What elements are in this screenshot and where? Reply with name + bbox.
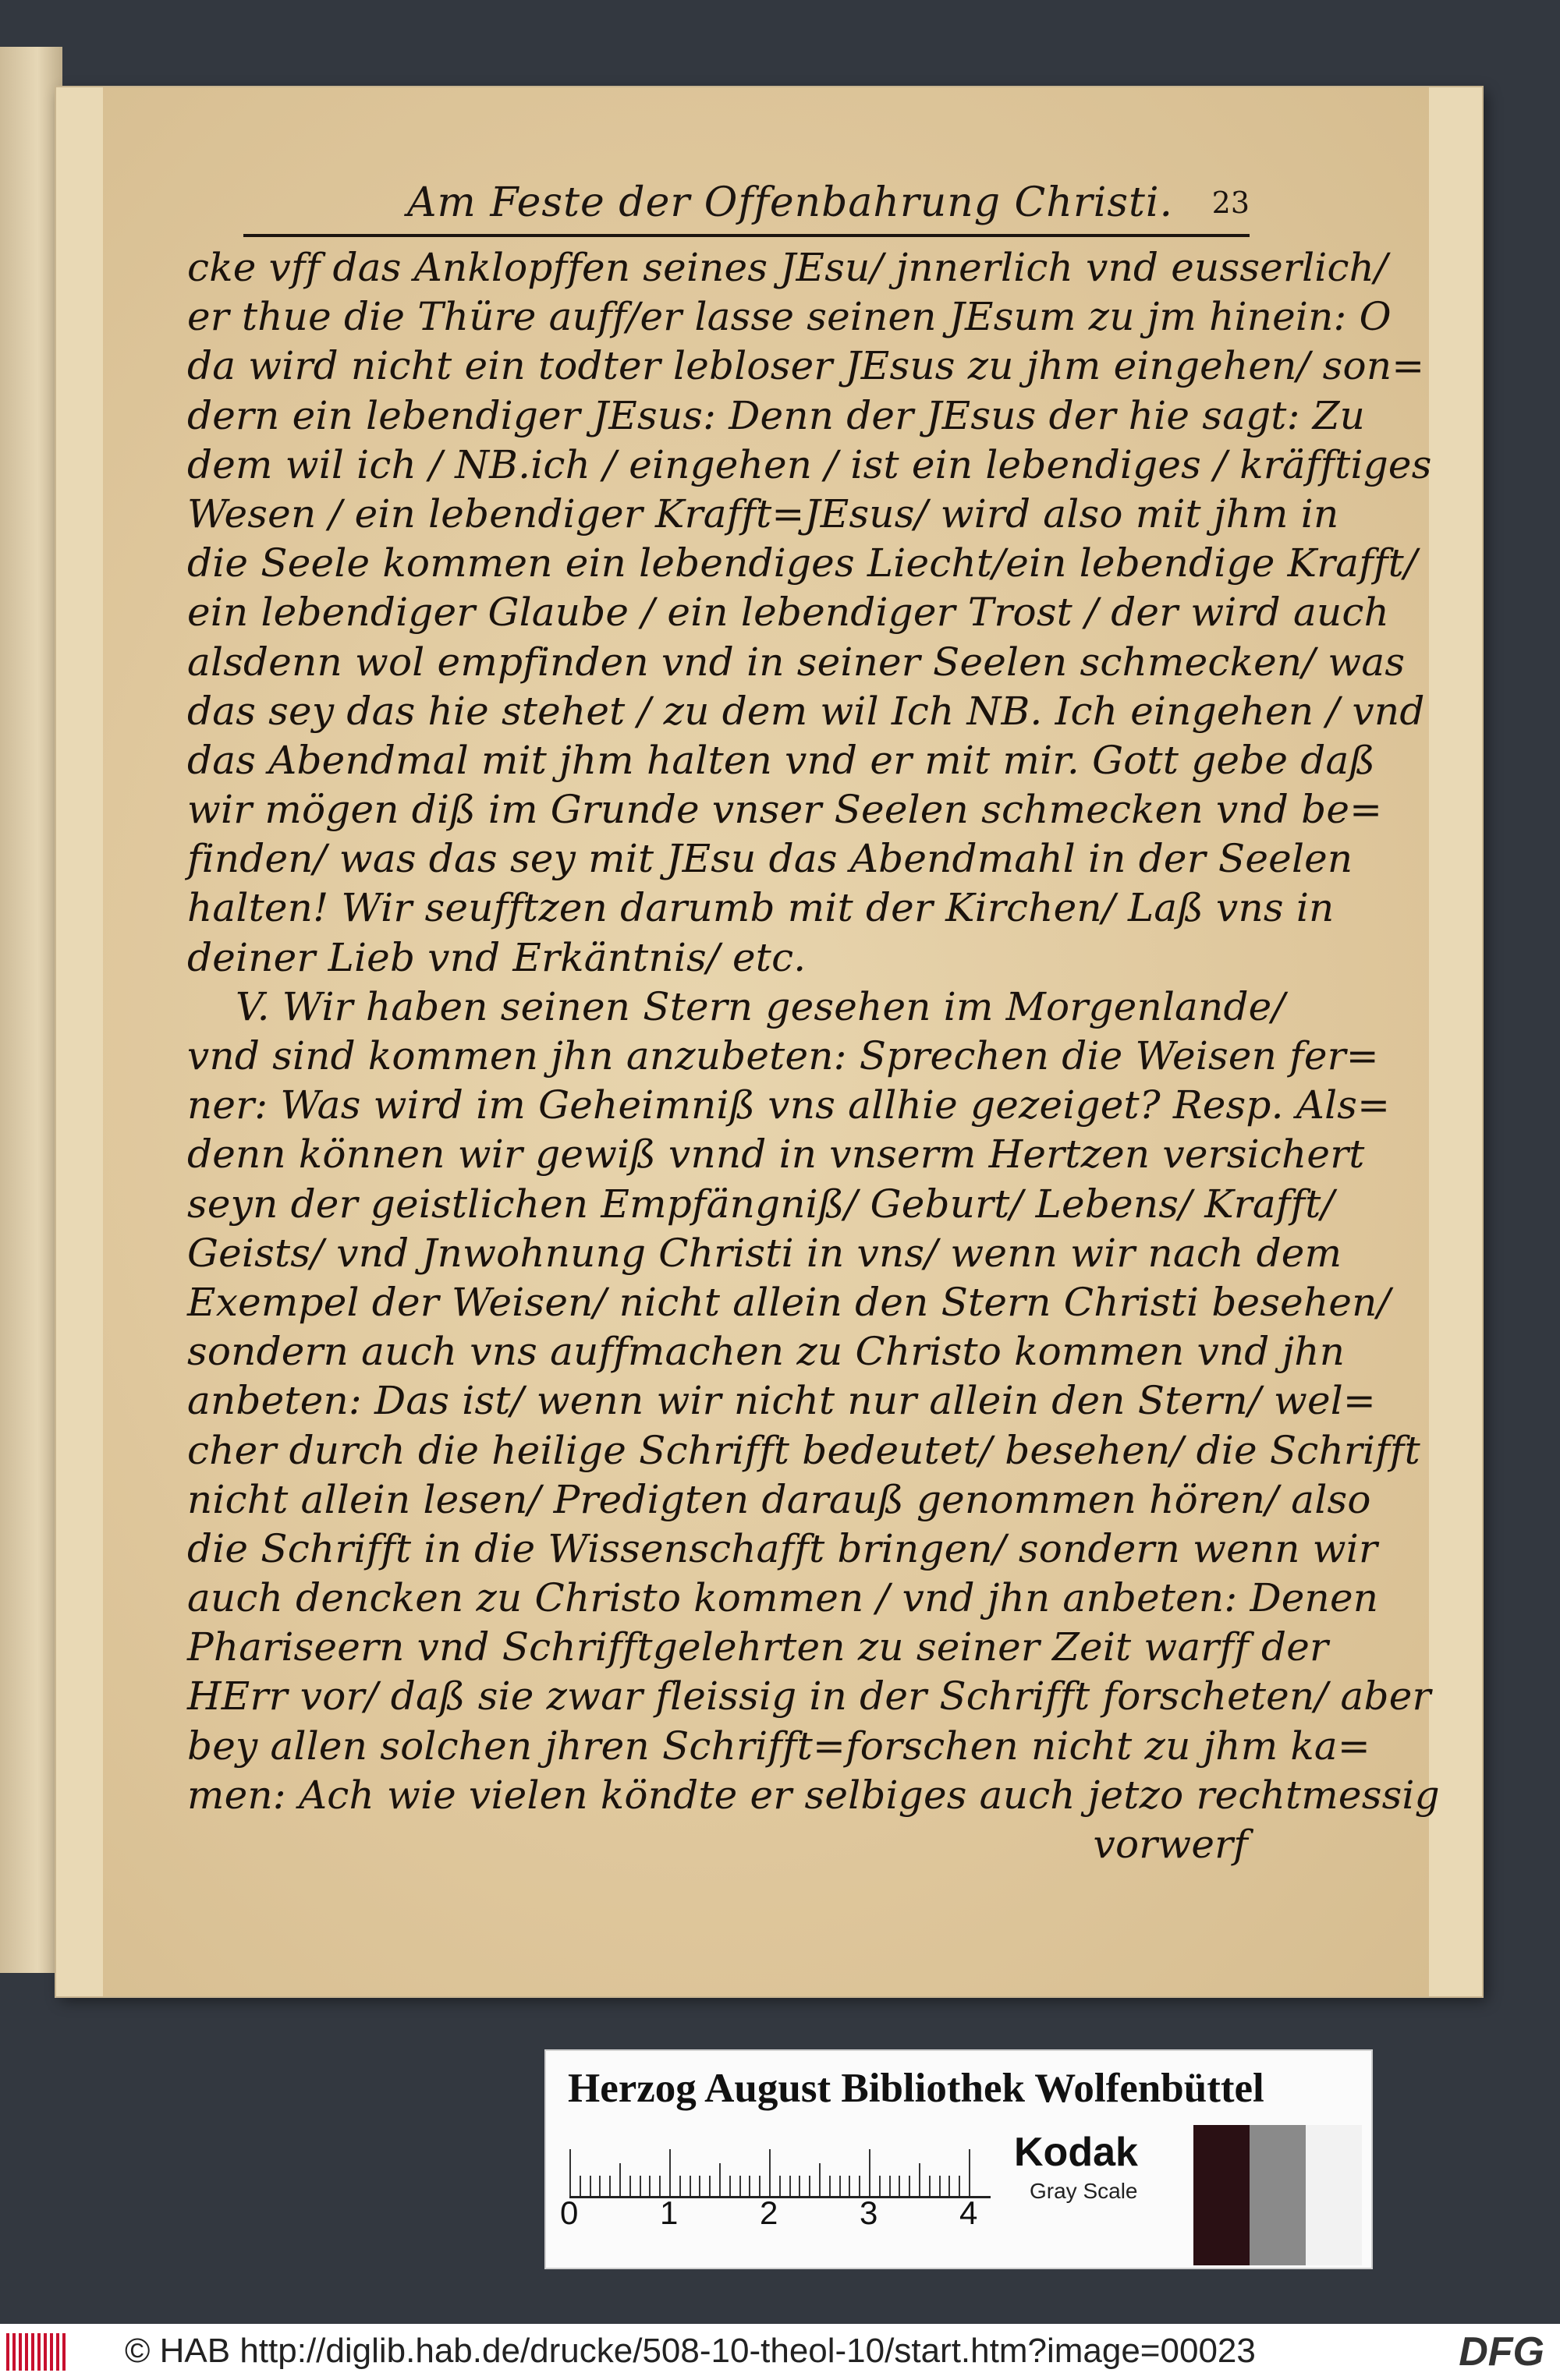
ruler-label: 0 — [560, 2194, 579, 2231]
gray-scale-label: Gray Scale — [1030, 2179, 1138, 2203]
logo-stripe — [56, 2333, 59, 2371]
text-line: die Schrifft in die Wissenschafft bringen/ sondern wenn wir — [187, 1525, 1378, 1571]
ruler-label: 2 — [760, 2194, 778, 2231]
ruler-tick — [609, 2176, 611, 2196]
ruler-tick — [909, 2176, 910, 2196]
ruler-tick — [749, 2176, 750, 2196]
ruler-tick — [739, 2176, 741, 2196]
ruler-tick — [929, 2176, 931, 2196]
logo-stripe — [12, 2333, 16, 2371]
ruler-tick — [799, 2176, 800, 2196]
ruler-label: 3 — [860, 2194, 878, 2231]
scale-ruler — [569, 2126, 991, 2198]
ruler-tick — [649, 2176, 651, 2196]
footer-copyright-link[interactable]: © HAB http://diglib.hab.de/drucke/508-10-theol-10/start.htm?image=00023 — [125, 2332, 1256, 2370]
ruler-tick — [829, 2176, 831, 2196]
text-line: cher durch die heilige Schrifft bedeutet/ besehen/ die Schrifft — [187, 1427, 1420, 1473]
ruler-tick — [619, 2163, 621, 2196]
body-text — [187, 243, 1440, 1869]
ruler-tick — [599, 2176, 601, 2196]
ruler-label: 4 — [959, 2194, 978, 2231]
color-swatch-dark — [1193, 2125, 1250, 2265]
book-page — [56, 87, 1482, 1996]
ruler-tick — [889, 2176, 891, 2196]
ruler-tick — [849, 2176, 850, 2196]
ruler-tick — [729, 2176, 731, 2196]
section-v-start: V. Wir haben seinen Stern gesehen im Morgenlande/ — [236, 983, 1285, 1029]
ruler-label: 1 — [660, 2194, 679, 2231]
text-line: ein lebendiger Glaube / ein lebendiger Trost / der wird auch — [187, 590, 1390, 636]
text-line: die Seele kommen ein lebendiges Liecht/ein lebendige Krafft/ — [187, 540, 1417, 586]
text-line: Geists/ vnd Jnwohnung Christi in vns/ wenn wir nach dem — [187, 1230, 1342, 1276]
text-line: halten! Wir seufftzen darumb mit der Kirchen/ Laß vns in — [187, 885, 1335, 931]
ruler-tick — [859, 2176, 860, 2196]
text-line: ner: Was wird im Geheimniß vns allhie gezeiget? Resp. Als= — [187, 1082, 1391, 1128]
text-line: Phariseern vnd Schrifftgelehrten zu seiner Zeit warff der — [187, 1624, 1329, 1670]
ruler-tick — [969, 2149, 970, 2196]
ruler-tick — [629, 2176, 631, 2196]
running-title: Am Feste der Offenbahrung Christi. — [407, 179, 1174, 226]
text-line: deiner Lieb vnd Erkäntnis/ etc. — [187, 934, 807, 980]
ruler-labels — [560, 2194, 1028, 2241]
logo-stripe — [25, 2333, 28, 2371]
text-line: das sey das hie stehet / zu dem wil Ich NB. Ich eingehen / vnd — [187, 688, 1425, 734]
ruler-tick — [948, 2176, 950, 2196]
ruler-tick — [759, 2176, 760, 2196]
ruler-tick — [679, 2176, 681, 2196]
logo-stripe — [62, 2333, 66, 2371]
text-line: er thue die Thüre auff/er lasse seinen JEsum zu jm hinein: O — [187, 294, 1392, 340]
ruler-tick — [769, 2149, 771, 2196]
logo-stripe — [44, 2333, 47, 2371]
ruler-tick — [869, 2149, 870, 2196]
text-line: men: Ach wie vielen köndte er selbiges auch jetzo rechtmessig — [187, 1772, 1440, 1818]
text-line: wir mögen diß im Grunde vnser Seelen schmecken vnd be= — [187, 787, 1383, 833]
text-line: seyn der geistlichen Empfängniß/ Geburt/ Lebens/ Krafft/ — [187, 1181, 1335, 1227]
color-swatch-white — [1306, 2125, 1362, 2265]
ruler-tick — [719, 2163, 721, 2196]
dfg-logo: DFG — [1459, 2329, 1544, 2375]
kodak-logo: Kodak — [1014, 2130, 1138, 2175]
ruler-tick — [709, 2176, 711, 2196]
text-line: bey allen solchen jhren Schrifft=forschen nicht zu jhm ka= — [187, 1723, 1370, 1769]
text-line: finden/ was das sey mit JEsu das Abendmahl in der Seelen — [187, 836, 1353, 882]
ruler-tick — [590, 2176, 591, 2196]
text-line: da wird nicht ein todter lebloser JEsus zu jhm eingehen/ son= — [187, 343, 1425, 389]
text-line: dern ein lebendiger JEsus: Denn der JEsus der hie sagt: Zu — [187, 392, 1366, 438]
logo-stripe — [37, 2333, 41, 2371]
logo-stripe — [6, 2333, 9, 2371]
text-line: Exempel der Weisen/ nicht allein den Stern Christi besehen/ — [187, 1279, 1391, 1325]
color-swatch-gray — [1250, 2125, 1306, 2265]
ruler-tick — [690, 2176, 691, 2196]
text-line: das Abendmal mit jhm halten vnd er mit mir. Gott gebe daß — [187, 737, 1376, 783]
catchword: vorwerf — [1093, 1822, 1248, 1867]
text-line: Wesen / ein lebendiger Krafft=JEsus/ wird also mit jhm in — [187, 491, 1339, 537]
text-line: alsdenn wol empfinden vnd in seiner Seelen schmecken/ was — [187, 639, 1406, 685]
logo-stripe — [31, 2333, 34, 2371]
text-line: auch dencken zu Christo kommen / vnd jhn anbeten: Denen — [187, 1575, 1379, 1621]
text-line: dem wil ich / NB.ich / eingehen / ist ein lebendiges / kräfftiges — [187, 441, 1432, 487]
ruler-tick — [779, 2176, 781, 2196]
text-line: denn können wir gewiß vnnd in vnserm Hertzen versichert — [187, 1132, 1365, 1178]
logo-stripe — [19, 2333, 22, 2371]
ruler-tick — [569, 2149, 571, 2196]
ruler-tick — [640, 2176, 641, 2196]
logo-stripe — [50, 2333, 53, 2371]
running-head — [243, 172, 1250, 237]
ruler-tick — [699, 2176, 700, 2196]
ruler-tick — [580, 2176, 581, 2196]
ruler-tick — [809, 2176, 810, 2196]
ruler-tick — [939, 2176, 941, 2196]
text-line: anbeten: Das ist/ wenn wir nicht nur allein den Stern/ wel= — [187, 1378, 1377, 1424]
text-line: vnd sind kommen jhn anzubeten: Sprechen die Weisen fer= — [187, 1033, 1379, 1078]
text-line: nicht allein lesen/ Predigten darauß genommen hören/ also — [187, 1476, 1371, 1522]
ruler-tick — [879, 2176, 881, 2196]
library-name: Herzog August Bibliothek Wolfenbüttel — [568, 2066, 1264, 2111]
page-number: 23 — [1211, 186, 1250, 220]
ruler-tick — [789, 2176, 791, 2196]
text-line: HErr vor/ daß sie zwar fleissig in der Schrifft forscheten/ aber — [187, 1673, 1431, 1719]
library-color-card — [544, 2049, 1373, 2269]
ruler-tick — [919, 2163, 920, 2196]
barcode-logo-icon — [6, 2333, 70, 2371]
footer-bar — [0, 2324, 1560, 2380]
ruler-tick — [659, 2176, 661, 2196]
ruler-tick — [839, 2176, 841, 2196]
ruler-tick — [819, 2163, 821, 2196]
ruler-tick — [669, 2149, 671, 2196]
text-line: cke vff das Anklopffen seines JEsu/ jnnerlich vnd eusserlich/ — [187, 245, 1388, 290]
ruler-tick — [959, 2176, 960, 2196]
text-line: sondern auch vns auffmachen zu Christo kommen vnd jhn — [187, 1329, 1346, 1375]
facing-page-edge — [0, 47, 62, 1973]
ruler-tick — [899, 2176, 900, 2196]
